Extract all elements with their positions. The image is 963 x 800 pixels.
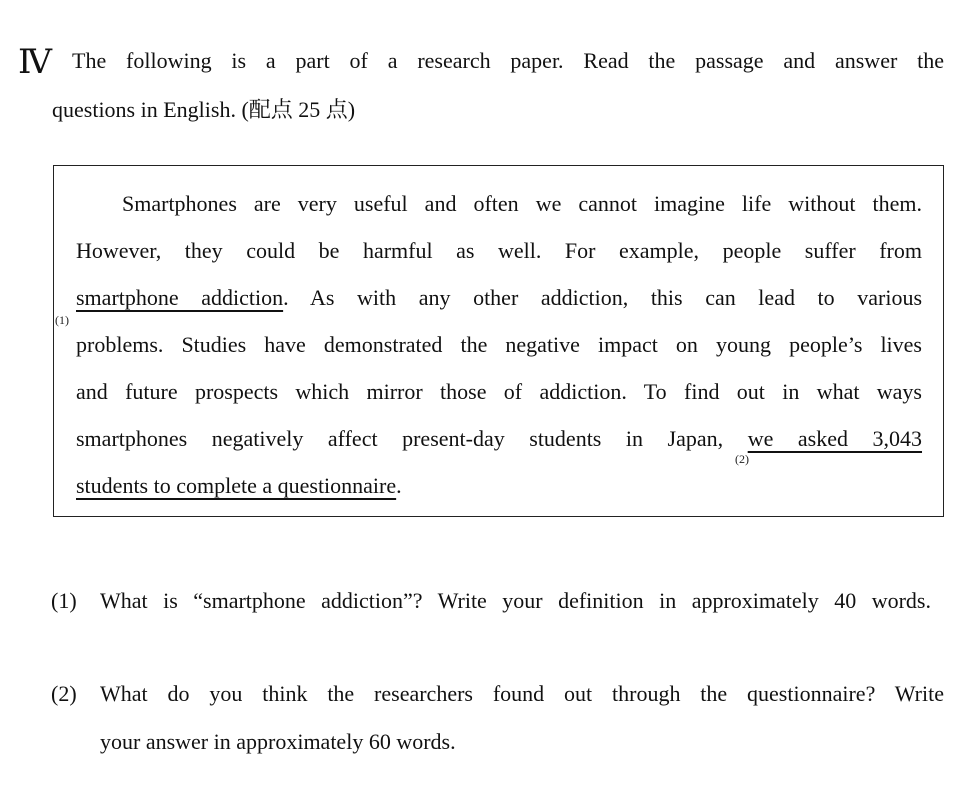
marker-1: (1): [55, 313, 69, 327]
underline-questionnaire: students to complete a questionnaire: [76, 473, 397, 498]
underline-we-asked: we asked 3,043: [747, 426, 923, 451]
passage-line-7: [76, 475, 402, 497]
passage-line-1: Smartphones are very useful and often we cannot imagine life without them.: [122, 191, 922, 216]
section-numeral: Ⅳ: [18, 44, 51, 81]
passage-line-6-start: smartphones negatively affect present-day students in Japan,: [76, 426, 724, 451]
passage-box: [53, 165, 944, 517]
question-1-number: (1): [51, 588, 77, 613]
underline-smartphone-addiction: smartphone addiction: [76, 285, 284, 310]
instruction-line-1: The following is a part of a research paper. Read the passage and answer the: [72, 48, 944, 73]
question-2-number: (2): [51, 681, 77, 706]
passage-line-6: [76, 428, 922, 450]
marker-2: (2): [735, 452, 749, 466]
passage-line-5: and future prospects which mirror those of addiction. To find out in what ways: [76, 379, 922, 404]
passage-line-2: However, they could be harmful as well. For example, people suffer from: [76, 238, 922, 263]
instruction-line-2: questions in English. (配点 25 点): [52, 97, 356, 122]
passage-line-3: [76, 287, 922, 309]
question-1-text: What is “smartphone addiction”? Write your definition in approximately 40 words.: [100, 588, 931, 613]
question-2-text-line-1: What do you think the researchers found out through the questionnaire? Write: [100, 681, 944, 706]
passage-line-3-rest: . As with any other addiction, this can lead to various: [283, 285, 923, 310]
question-2-text-line-2: your answer in approximately 60 words.: [100, 729, 456, 754]
passage-line-7-rest: .: [396, 473, 402, 498]
passage-line-4: problems. Studies have demonstrated the negative impact on young people’s lives: [76, 332, 922, 357]
